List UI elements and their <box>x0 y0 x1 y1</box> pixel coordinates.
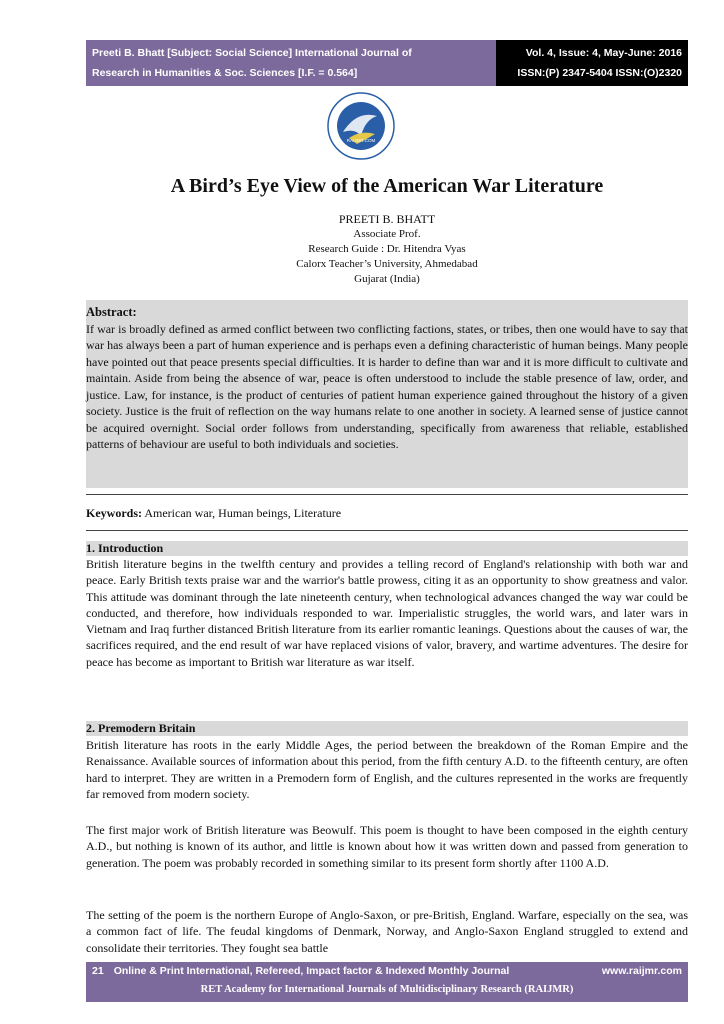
keywords-line <box>86 506 688 521</box>
paper-title: A Bird’s Eye View of the American War Literature <box>170 175 604 197</box>
header-right-line1: Vol. 4, Issue: 4, May-June: 2016 <box>525 47 682 59</box>
journal-footer <box>86 962 688 1002</box>
paragraph-premodern-1: British literature has roots in the early Middle Ages, the period between the breakdown of the Roman Empire and the Renaissance. Available sources of information about this period, from the fifth century A.D. to the fifteenth century, are often hard to interpret. They are written in a Premodern form of English, and the cultures represented in the works are frequently far removed from modern society. <box>86 738 688 801</box>
author-name: PREETI B. BHATT <box>338 212 436 226</box>
author-university: Calorx Teacher’s University, Ahmedabad <box>296 258 478 270</box>
research-guide: Research Guide : Dr. Hitendra Vyas <box>308 243 466 255</box>
author-block <box>86 212 688 287</box>
header-journal-info <box>86 40 496 86</box>
abstract-box <box>86 300 688 488</box>
keywords-label: Keywords: <box>86 506 142 520</box>
footer-journal-description: Online & Print International, Refereed, Impact factor & Indexed Monthly Journal <box>113 965 510 977</box>
author-location: Gujarat (India) <box>354 273 420 285</box>
footer-publisher: RET Academy for International Journals of Multidisciplinary Research (RAIJMR) <box>200 984 574 995</box>
header-right-line2: ISSN:(P) 2347-5404 ISSN:(O)2320 771X <box>517 67 682 99</box>
section-heading-premodern-britain: 2. Premodern Britain <box>86 721 688 736</box>
section-heading-introduction: 1. Introduction <box>86 541 688 556</box>
journal-header <box>86 40 688 99</box>
author-role: Associate Prof. <box>353 228 421 240</box>
paragraph-premodern-3: The setting of the poem is the northern Europe of Anglo-Saxon, or pre-British, England. Warfare, especially on the sea, was a common fact of life. The feudal kingdoms of Denmark, Norway, and Anglo-Saxon England struggled to extend and consolidate their territories. They fought sea battle <box>86 908 688 955</box>
divider <box>86 494 688 495</box>
header-left-line2: Research in Humanities & Soc. Sciences [I.F. = 0.564] <box>92 67 358 79</box>
header-issue-info <box>496 40 688 99</box>
footer-website-link[interactable]: www.raijmr.com <box>601 965 682 977</box>
abstract-text: If war is broadly defined as armed conflict between two conflicting factions, states, or tribes, then one would have to say that war has always been a part of human experience and is perhaps even a defining characteristic of human beings. Many people have pointed out that peace presents special difficulties. It is harder to define than war and it is more difficult to cultivate and maintain. Aside from being the absence of war, peace is often understood to include the stable presence of law, order, and justice. Law, for instance, is the product of centuries of patient human experience gained throughout the history of a given society. Justice is the fruit of reflection on the way humans relate to one another in society. A learned sense of justice cannot be acquired overnight. Social order follows from understanding, specifically from awareness that reliable, established patterns of behaviour are useful to both individuals and societies. <box>86 321 688 451</box>
journal-seal-icon <box>327 92 395 160</box>
abstract-heading: Abstract: <box>86 305 137 319</box>
page-number: 21 <box>92 965 104 977</box>
paragraph-introduction: British literature begins in the twelfth century and provides a telling record of England's relationship with both war and peace. Early British texts praise war and the warrior's battle prowess, citing it as an opportunity to show greatness and valor. This attitude was dominant through the late nineteenth century, when technological advances changed the way war could be conducted, and therefore, how individuals responded to war. Imperialistic struggles, the world wars, and later wars in Vietnam and Iraq further distanced British literature from its earlier romantic leanings. Questions about the causes of war, the sacrifices required, and the end result of war have replaced visions of valor, bravery, and wartime adventures. The desire for peace has become as important to British war literature as war itself. <box>86 557 688 669</box>
divider <box>86 530 688 531</box>
logo-text: RAIJMR.COM <box>346 138 376 143</box>
paragraph-premodern-2: The first major work of British literature was Beowulf. This poem is thought to have been composed in the eighth century A.D., but nothing is known of its author, and little is known about how it was written down and passed from generation to generation. The poem was probably recorded in something similar to its present form shortly after 1100 A.D. <box>86 823 688 870</box>
keywords-text: American war, Human beings, Literature <box>142 506 342 520</box>
header-left-line1: Preeti B. Bhatt [Subject: Social Science] International Journal of <box>92 47 412 59</box>
